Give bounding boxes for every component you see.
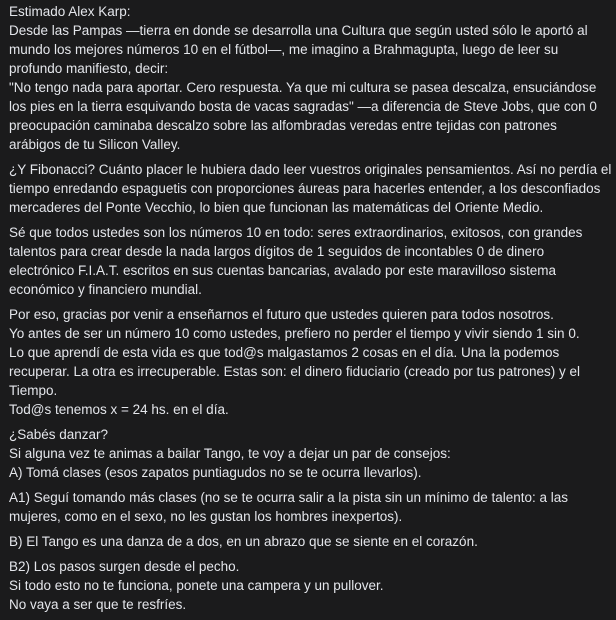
text-line: B) El Tango es una danza de a dos, en un abrazo que se siente en el corazón.	[9, 534, 478, 549]
text-line: Desde las Pampas —tierra en donde se desarrolla una Cultura que según usted sólo le aportó al	[9, 23, 588, 38]
text-line: Lo que aprendí de esta vida es que tod@s malgastamos 2 cosas en el día. Una la podemos	[9, 345, 560, 360]
paragraph-tango	[9, 425, 609, 482]
text-line: Tod@s tenemos x = 24 hs. en el día.	[9, 402, 229, 417]
post-body	[9, 2, 612, 620]
text-line: "No tengo nada para aportar. Cero respuesta. Ya que mi cultura se pasea descalza, ensuciándose	[9, 80, 597, 95]
text-line: Por eso, gracias por venir a enseñarnos el futuro que ustedes quieren para todos nosotros.	[9, 307, 554, 322]
text-line: mercaderes del Ponte Vecchio, lo bien que funcionan las matemáticas del Oriente Medio.	[9, 200, 544, 215]
text-line: profundo manifiesto, decir:	[9, 61, 169, 76]
text-line: preocupación caminaba descalzo sobre las alfombradas veredas entre tejidas con patrones	[9, 118, 557, 133]
text-line: Yo antes de ser un número 10 como ustedes, prefiero no perder el tiempo y vivir siendo 1 sin 0.	[9, 326, 580, 341]
paragraph-time	[9, 305, 609, 419]
text-line: A) Tomá clases (esos zapatos puntiagudos no se te ocurra llevarlos).	[9, 465, 422, 480]
text-line: económico y financiero mundial.	[9, 282, 202, 297]
text-line: Tiempo.	[9, 383, 58, 398]
text-line: Sé que todos ustedes son los números 10 en todo: seres extraordinarios, exitosos, con grandes	[9, 225, 583, 240]
paragraph-greeting	[9, 2, 609, 154]
paragraph-fibonacci	[9, 160, 612, 217]
text-line: mujeres, como en el sexo, no les gustan los hombres inexpertos).	[9, 509, 403, 524]
text-line: tiempo enredando espaguetis con proporciones áureas para hacerles entender, a los desconfiados	[9, 181, 601, 196]
text-line: No vaya a ser que te resfríes.	[9, 597, 187, 612]
paragraph-advice-a1	[9, 488, 609, 526]
paragraph-advice-b	[9, 532, 609, 551]
text-line: talentos para crear desde la nada largos dígitos de 1 seguidos de incontables 0 de dinero	[9, 244, 545, 259]
paragraph-advice-b2	[9, 557, 609, 614]
text-line: ¿Sabés danzar?	[9, 427, 109, 442]
text-line: los pies en la tierra esquivando bosta de vacas sagradas" —a diferencia de Steve Jobs, que con 0	[9, 99, 597, 114]
text-line: recuperar. La otra es irrecuperable. Estas son: el dinero fiduciario (creado por tus patrones) y el	[9, 364, 581, 379]
text-line: electrónico F.I.A.T. escritos en sus cuentas bancarias, avalado por este maravilloso sistema	[9, 263, 557, 278]
text-line: arábigos de tu Silicon Valley.	[9, 137, 181, 152]
text-line: A1) Seguí tomando más clases (no se te ocurra salir a la pista sin un mínimo de talento: a las	[9, 490, 569, 505]
text-line: Si alguna vez te animas a bailar Tango, te voy a dejar un par de consejos:	[9, 446, 451, 461]
text-line: B2) Los pasos surgen desde el pecho.	[9, 559, 240, 574]
text-line: mundo los mejores números 10 en el fútbol—, me imagino a Brahmagupta, luego de leer su	[9, 42, 559, 57]
paragraph-numbers-10	[9, 223, 609, 299]
text-line: ¿Y Fibonacci? Cuánto placer le hubiera dado leer vuestros originales pensamientos. Así no perdía el	[9, 162, 612, 177]
text-line: Si todo esto no te funciona, ponete una campera y un pullover.	[9, 578, 384, 593]
text-line: Estimado Alex Karp:	[9, 4, 131, 19]
